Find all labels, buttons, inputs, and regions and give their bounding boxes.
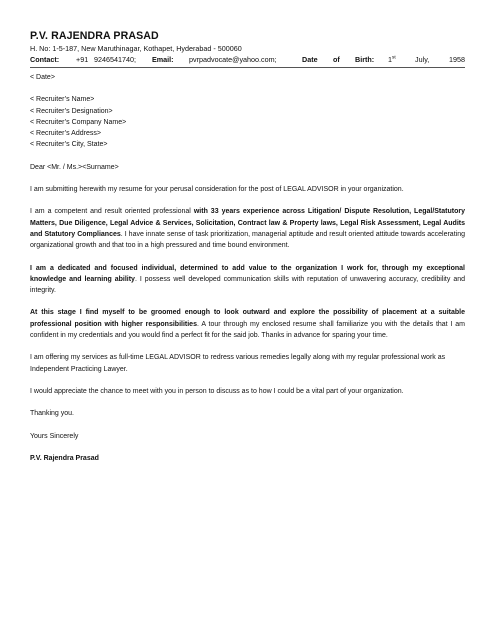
contact-line	[30, 55, 465, 64]
dob-day	[388, 55, 415, 64]
paragraph-meeting: I would appreciate the chance to meet with you in person to discuss as to how I could be a vital part of your organization.	[30, 387, 404, 395]
dob-month: July,	[415, 55, 430, 64]
recipient-city-state: < Recruiter’s City, State>	[30, 141, 108, 149]
dob-year: 1958	[449, 55, 465, 64]
thanking-line: Thanking you.	[30, 410, 74, 418]
paragraph-experience-text-end: . I have innate sense of task prioritization, managerial aptitude and result oriented attitude towards accelerating organizational growth and that too in a high pressured and time bound environment.	[30, 230, 465, 250]
paragraph-dedication-text: . I possess well developed communication skills with reputation of unwavering accuracy, credibility and integrity.	[30, 275, 465, 295]
closing-line: Yours Sincerely	[30, 432, 79, 440]
contact-label: Contact:	[30, 55, 60, 64]
phone-number: 9246541740;	[94, 55, 136, 64]
paragraph-experience	[30, 206, 465, 251]
paragraph-dedication	[30, 263, 465, 297]
applicant-address: H. No: 1-5-187, New Maruthinagar, Kothapet, Hyderabad - 500060	[30, 44, 242, 53]
recipient-name: < Recruiter’s Name>	[30, 96, 95, 104]
dob-day-number: 1	[388, 55, 392, 64]
header-divider	[30, 67, 465, 68]
letter-body	[30, 72, 465, 464]
paragraph-intro: I am submitting herewith my resume for your perusal consideration for the post of LEGAL ADVISOR in your organization.	[30, 186, 404, 194]
email-address: pvrpadvocate@yahoo.com;	[189, 55, 277, 64]
paragraph-experience-text: I am a competent and result oriented professional	[30, 208, 194, 216]
recipient-designation: < Recruiter’s Designation>	[30, 107, 113, 115]
letter-date: < Date>	[30, 74, 55, 81]
recipient-address: < Recruiter’s Address>	[30, 130, 101, 138]
paragraph-placement	[30, 307, 465, 341]
paragraph-dedication-highlight: I am a dedicated and focused individual, determined to add value to the organization I work for, through my exceptional knowledge and learning ability	[30, 264, 465, 283]
dob-label-of: of	[333, 55, 340, 64]
paragraph-placement-text: . A tour through my enclosed resume shall familiarize you with the details that I am confident in my credentials and you would find a perfect fit for the said job. Thanks in advance for sparing your time.	[30, 320, 465, 340]
signature-name: P.V. Rajendra Prasad	[30, 454, 99, 462]
paragraph-placement-highlight: At this stage I find myself to be groomed enough to look outward and explore the possibility of placement at a suitable professional position with higher responsibilities	[30, 309, 465, 328]
applicant-name: P.V. RAJENDRA PRASAD	[30, 30, 159, 42]
salutation: Dear <Mr. / Ms.><Surname>	[30, 163, 119, 171]
paragraph-experience-highlight: with 33 years experience across Litigation/ Dispute Resolution, Legal/Statutory Matters, Due Diligence, Legal Advice & Services, Solicitation, Contract law & Property laws, Legal Risk Assessment, Legal Audits and Statutory Compliances	[30, 208, 465, 238]
recipient-company: < Recruiter’s Company Name>	[30, 118, 127, 126]
paragraph-offer: I am offering my services as full-time LEGAL ADVISOR to redress various remedies legally along with my regular professional work as Independent Practicing Lawyer.	[30, 354, 446, 373]
dob-label-birth: Birth:	[355, 55, 375, 64]
dob-day-suffix: st	[392, 55, 396, 61]
dob-label-date: Date	[302, 55, 318, 64]
phone-code: +91	[76, 55, 89, 64]
email-label: Email:	[152, 55, 174, 64]
